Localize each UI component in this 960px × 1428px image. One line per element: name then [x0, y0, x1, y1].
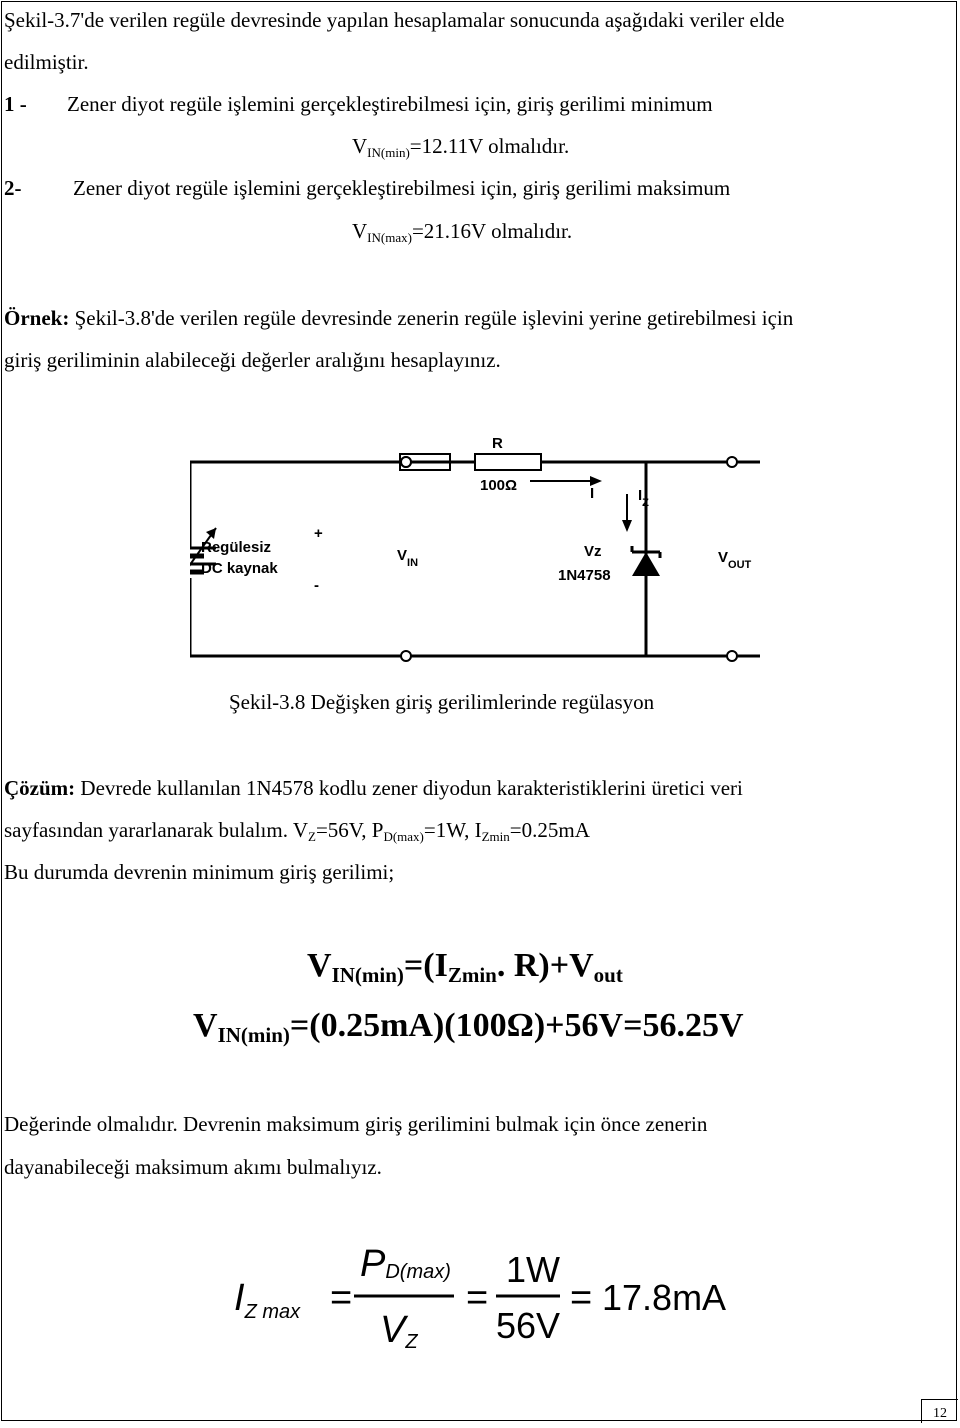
vin-label: $V_{IN}$: [397, 547, 419, 569]
zener-diode-symbol: [632, 546, 660, 576]
solution-line-2: sayfasından yararlanarak bulalım. $V_Z=56V$, $P_{D(max)}=1W$, $I_{Zmin}=0.25mA$: [4, 818, 590, 844]
izmax-lhs: $I_{Z max}$: [234, 1277, 301, 1323]
intro-line-2: edilmiştir.: [4, 50, 89, 74]
current-label: I: [590, 485, 595, 502]
result-1-number: 1 -: [4, 92, 27, 116]
source-label-1: Regülesiz: [201, 539, 272, 556]
vz-label: Vz: [584, 543, 602, 560]
formula-vin-min-general: $V_{IN(min)}=(I_{Zmin}$. $R)+V_{out}$: [307, 947, 623, 987]
vz-denominator: VZ: [380, 1309, 418, 1353]
vout-terminal-bottom: [727, 651, 737, 661]
source-label-2: DC kaynak: [201, 560, 278, 577]
formula-vin-min-numeric: $V_{IN(min)}=(0.25mA)(100\Omega)+56V=56.25V$: [193, 1007, 744, 1047]
izmax-equation: [230, 1238, 730, 1358]
resistor-label: R: [492, 435, 503, 452]
equals-1: =: [330, 1277, 353, 1319]
intro-line-1: Şekil-3.7'de verilen regüle devresinde yapılan hesaplamalar sonucunda aşağıdaki veriler elde: [4, 8, 785, 32]
result-2-value: $V_{IN(max)}=21.16V$ olmalıdır.: [352, 219, 573, 245]
after-line-2: dayanabileceği maksimum akımı bulmalıyız.: [4, 1155, 382, 1179]
zener-regulator-circuit: [190, 428, 780, 668]
one-watt-numerator: 1W: [506, 1249, 560, 1290]
solution-line-3: Bu durumda devrenin minimum giriş gerilimi;: [4, 860, 395, 884]
vout-label: $V_{OUT}$: [718, 549, 752, 571]
example-line-2: giriş geriliminin alabileceği değerler aralığını hesaplayınız.: [4, 348, 501, 372]
result-2-number: 2-: [4, 176, 22, 200]
izmax-result: 17.8mA: [602, 1277, 727, 1318]
result-2-text: Zener diyot regüle işlemini gerçekleştirebilmesi için, giriş gerilimi maksimum: [73, 176, 731, 200]
battery-minus: -: [314, 577, 319, 594]
fifty-six-volt-denominator: 56V: [496, 1305, 561, 1346]
pd-max-numerator: PD(max): [360, 1243, 451, 1285]
resistor-value: 100Ω: [480, 477, 518, 494]
equals-3: =: [570, 1277, 593, 1319]
vout-terminal-top: [727, 457, 737, 467]
solution-line-1: Çözüm: Devrede kullanılan 1N4578 kodlu zener diyodun karakteristiklerini üretici veri: [4, 776, 743, 800]
equals-2: =: [466, 1277, 489, 1319]
zener-current-label: $I_Z$: [638, 487, 649, 509]
example-line-1: Örnek: Şekil-3.8'de verilen regüle devresinde zenerin regüle işlevini yerine getirebilmesi için: [4, 306, 794, 330]
battery-plus: +: [314, 525, 323, 542]
page-number: 12: [921, 1399, 958, 1423]
vin-terminal-bottom: [401, 651, 411, 661]
result-1-value: $V_{IN(min)}=12.11V$ olmalıdır.: [352, 134, 570, 160]
zener-part-number: 1N4758: [558, 567, 611, 584]
after-line-1: Değerinde olmalıdır. Devrenin maksimum giriş gerilimini bulmak için önce zenerin: [4, 1112, 708, 1136]
figure-caption: Şekil-3.8 Değişken giriş gerilimlerinde regülasyon: [229, 690, 655, 714]
result-1-text: Zener diyot regüle işlemini gerçekleştirebilmesi için, giriş gerilimi minimum: [67, 92, 713, 116]
